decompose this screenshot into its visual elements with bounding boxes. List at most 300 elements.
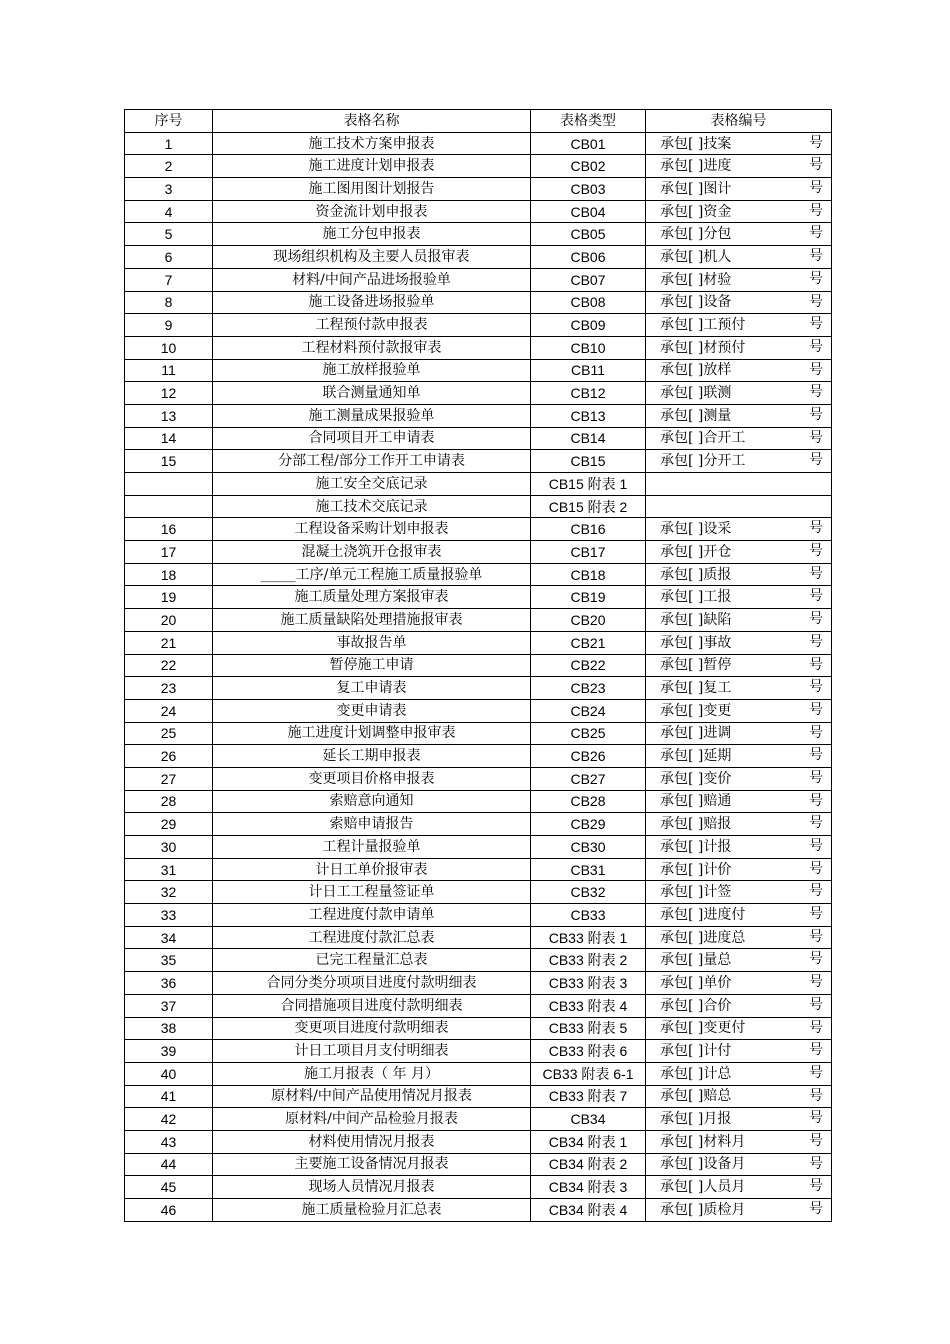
form-index-table [124,109,832,1222]
table-row [125,767,832,790]
row-form-type: CB34 附表 3 [531,1176,646,1199]
form-code-suffix: 号 [809,157,823,174]
form-code-text: 承包[ ]设备 [660,294,732,311]
form-code-text: 承包[ ]资金 [660,203,732,220]
row-form-name: 变更申请表 [213,699,531,722]
table-row [125,495,832,518]
row-form-type: CB01 [531,132,646,155]
header-form-code: 表格编号 [646,110,832,133]
row-serial-number: 46 [125,1199,213,1222]
table-row [125,609,832,632]
form-code-text: 承包[ ]合价 [660,997,732,1014]
row-form-code [646,563,832,586]
row-form-code [646,926,832,949]
row-form-type: CB15 附表 1 [531,473,646,496]
row-serial-number: 43 [125,1130,213,1153]
table-row [125,1130,832,1153]
table-row [125,1040,832,1063]
form-code-suffix: 号 [809,633,823,650]
row-form-code [646,1085,832,1108]
row-form-name: 施工技术交底记录 [213,495,531,518]
row-form-name: 施工月报表（ 年 月） [213,1062,531,1085]
row-form-name: 施工进度计划申报表 [213,155,531,178]
row-form-name: 材料/中间产品进场报验单 [213,268,531,291]
table-row [125,836,832,859]
row-form-name: 原材料/中间产品使用情况月报表 [213,1085,531,1108]
row-serial-number: 20 [125,609,213,632]
row-form-code [646,1017,832,1040]
form-code-text: 承包[ ]月报 [660,1111,732,1128]
form-code-suffix: 号 [809,611,823,628]
row-serial-number: 5 [125,223,213,246]
form-code-text: 承包[ ]缺陷 [660,611,732,628]
form-code-suffix: 号 [809,1087,823,1104]
row-serial-number [125,473,213,496]
form-code-text: 承包[ ]开仓 [660,543,732,560]
form-code-suffix: 号 [809,815,823,832]
form-code-text: 承包[ ]人员月 [660,1179,746,1196]
row-form-name: 现场组织机构及主要人员报审表 [213,246,531,269]
row-form-type: CB04 [531,200,646,223]
form-code-text: 承包[ ]质报 [660,566,732,583]
form-code-suffix: 号 [809,701,823,718]
row-form-type: CB33 附表 6-1 [531,1062,646,1085]
table-row [125,904,832,927]
form-code-suffix: 号 [809,384,823,401]
table-row [125,246,832,269]
table-row [125,858,832,881]
table-body [125,132,832,1221]
table-row [125,1017,832,1040]
row-serial-number: 38 [125,1017,213,1040]
form-code-text: 承包[ ]暂停 [660,657,732,674]
form-code-suffix: 号 [809,202,823,219]
row-form-code [646,518,832,541]
form-code-suffix: 号 [809,860,823,877]
table-row [125,1153,832,1176]
row-form-code [646,813,832,836]
row-serial-number: 1 [125,132,213,155]
form-code-text: 承包[ ]进调 [660,725,732,742]
row-form-code [646,200,832,223]
row-form-code [646,223,832,246]
row-serial-number: 8 [125,291,213,314]
row-form-name: 施工技术方案申报表 [213,132,531,155]
row-serial-number: 33 [125,904,213,927]
row-form-name: 施工进度计划调整申报审表 [213,722,531,745]
table-row [125,178,832,201]
form-code-text: 承包[ ]材料月 [660,1133,746,1150]
row-form-code [646,881,832,904]
row-form-name: _____工序/单元工程施工质量报验单 [213,563,531,586]
table-row [125,1085,832,1108]
table-row [125,586,832,609]
form-code-suffix: 号 [809,883,823,900]
header-serial-number: 序号 [125,110,213,133]
form-index-table-container [124,109,827,1222]
row-form-name: 施工分包申报表 [213,223,531,246]
row-serial-number: 7 [125,268,213,291]
row-form-name: 合同分类分项项目进度付款明细表 [213,972,531,995]
form-code-text: 承包[ ]材预付 [660,339,746,356]
form-code-text: 承包[ ]质检月 [660,1201,746,1218]
form-code-suffix: 号 [809,429,823,446]
row-serial-number: 14 [125,427,213,450]
row-form-name: 已完工程量汇总表 [213,949,531,972]
table-row [125,972,832,995]
row-form-name: 计日工项目月支付明细表 [213,1040,531,1063]
form-code-suffix: 号 [809,928,823,945]
row-form-type: CB11 [531,359,646,382]
form-code-suffix: 号 [809,452,823,469]
row-form-code [646,314,832,337]
table-row [125,563,832,586]
row-form-type: CB27 [531,767,646,790]
row-form-code [646,450,832,473]
table-row [125,473,832,496]
row-form-name: 计日工工程量签证单 [213,881,531,904]
table-row [125,790,832,813]
form-code-suffix: 号 [809,1042,823,1059]
table-row [125,1176,832,1199]
row-serial-number: 42 [125,1108,213,1131]
row-form-name: 施工质量检验月汇总表 [213,1199,531,1222]
table-row [125,1108,832,1131]
row-form-code [646,745,832,768]
row-form-type: CB33 [531,904,646,927]
row-serial-number: 12 [125,382,213,405]
row-form-name: 原材料/中间产品检验月报表 [213,1108,531,1131]
table-row [125,382,832,405]
row-form-type: CB24 [531,699,646,722]
table-row [125,291,832,314]
row-form-type: CB05 [531,223,646,246]
row-form-type: CB15 附表 2 [531,495,646,518]
row-form-name: 现场人员情况月报表 [213,1176,531,1199]
row-form-type: CB30 [531,836,646,859]
table-row [125,314,832,337]
row-form-type: CB34 [531,1108,646,1131]
form-code-text: 承包[ ]工报 [660,589,732,606]
row-serial-number: 15 [125,450,213,473]
row-serial-number: 32 [125,881,213,904]
form-code-suffix: 号 [809,316,823,333]
row-serial-number: 37 [125,994,213,1017]
row-form-name: 索赔申请报告 [213,813,531,836]
row-form-code [646,427,832,450]
row-form-code [646,1199,832,1222]
form-code-text: 承包[ ]机人 [660,248,732,265]
row-form-name: 工程计量报验单 [213,836,531,859]
table-row [125,132,832,155]
form-code-text: 承包[ ]进度总 [660,929,746,946]
form-code-suffix: 号 [809,974,823,991]
row-serial-number: 13 [125,404,213,427]
row-form-code [646,132,832,155]
form-code-suffix: 号 [809,679,823,696]
row-serial-number: 29 [125,813,213,836]
row-form-type: CB18 [531,563,646,586]
table-row [125,994,832,1017]
row-form-code [646,949,832,972]
row-form-type: CB28 [531,790,646,813]
row-form-code [646,155,832,178]
row-form-code [646,473,832,496]
row-form-code [646,609,832,632]
form-code-text: 承包[ ]事故 [660,634,732,651]
form-code-suffix: 号 [809,1178,823,1195]
row-form-type: CB14 [531,427,646,450]
row-form-type: CB22 [531,654,646,677]
row-form-name: 工程材料预付款报审表 [213,336,531,359]
table-row [125,654,832,677]
row-form-code [646,1153,832,1176]
table-row [125,336,832,359]
row-serial-number: 44 [125,1153,213,1176]
form-code-text: 承包[ ]延期 [660,748,732,765]
table-row [125,268,832,291]
row-form-code [646,1108,832,1131]
form-code-suffix: 号 [809,248,823,265]
row-form-code [646,1062,832,1085]
row-form-code [646,246,832,269]
form-code-text: 承包[ ]变更 [660,702,732,719]
row-form-code [646,178,832,201]
form-code-suffix: 号 [809,792,823,809]
row-form-type: CB32 [531,881,646,904]
form-code-text: 承包[ ]设备月 [660,1156,746,1173]
form-code-text: 承包[ ]变更付 [660,1020,746,1037]
row-form-code [646,268,832,291]
row-form-type: CB12 [531,382,646,405]
row-serial-number: 41 [125,1085,213,1108]
row-form-code [646,767,832,790]
row-form-name: 资金流计划申报表 [213,200,531,223]
row-form-code [646,586,832,609]
row-form-name: 主要施工设备情况月报表 [213,1153,531,1176]
form-code-suffix: 号 [809,838,823,854]
row-form-code [646,541,832,564]
form-code-suffix: 号 [809,565,823,582]
row-form-type: CB02 [531,155,646,178]
row-form-name: 施工测量成果报验单 [213,404,531,427]
form-code-suffix: 号 [809,656,823,673]
row-serial-number: 31 [125,858,213,881]
row-serial-number [125,495,213,518]
row-form-type: CB15 [531,450,646,473]
row-form-name: 施工设备进场报验单 [213,291,531,314]
row-form-name: 变更项目价格申报表 [213,767,531,790]
row-form-name: 施工质量处理方案报审表 [213,586,531,609]
row-form-type: CB29 [531,813,646,836]
form-code-text: 承包[ ]复工 [660,680,732,697]
row-form-type: CB33 附表 4 [531,994,646,1017]
row-form-code [646,994,832,1017]
row-serial-number: 34 [125,926,213,949]
table-row [125,699,832,722]
form-code-text: 承包[ ]计价 [660,861,732,878]
form-code-text: 承包[ ]进度付 [660,906,746,923]
form-code-text: 承包[ ]赔通 [660,793,732,810]
table-row [125,881,832,904]
row-form-code [646,858,832,881]
row-form-type: CB25 [531,722,646,745]
row-form-code [646,336,832,359]
row-form-code [646,836,832,859]
row-form-code [646,631,832,654]
table-row [125,155,832,178]
row-form-name: 分部工程/部分工作开工申请表 [213,450,531,473]
table-row [125,450,832,473]
row-form-name: 联合测量通知单 [213,382,531,405]
form-code-suffix: 号 [809,180,823,197]
row-form-name: 施工放样报验单 [213,359,531,382]
form-code-suffix: 号 [809,996,823,1013]
form-code-suffix: 号 [809,134,823,151]
form-code-suffix: 号 [809,543,823,560]
row-serial-number: 18 [125,563,213,586]
table-row [125,359,832,382]
table-row [125,518,832,541]
form-code-suffix: 号 [809,1110,823,1127]
row-form-type: CB33 附表 3 [531,972,646,995]
row-form-name: 工程进度付款汇总表 [213,926,531,949]
form-code-suffix: 号 [809,588,823,605]
row-form-name: 施工安全交底记录 [213,473,531,496]
row-serial-number: 4 [125,200,213,223]
row-form-type: CB26 [531,745,646,768]
table-row [125,949,832,972]
row-form-type: CB10 [531,336,646,359]
row-form-type: CB33 附表 7 [531,1085,646,1108]
row-serial-number: 22 [125,654,213,677]
row-serial-number: 30 [125,836,213,859]
row-form-type: CB23 [531,677,646,700]
header-form-name: 表格名称 [213,110,531,133]
form-code-text: 承包[ ]单价 [660,974,732,991]
row-form-name: 材料使用情况月报表 [213,1130,531,1153]
form-code-suffix: 号 [809,225,823,242]
row-serial-number: 3 [125,178,213,201]
form-code-text: 承包[ ]分开工 [660,453,746,470]
row-form-type: CB08 [531,291,646,314]
row-form-name: 合同措施项目进度付款明细表 [213,994,531,1017]
row-form-type: CB19 [531,586,646,609]
table-row [125,541,832,564]
form-code-text: 承包[ ]设采 [660,521,732,538]
row-serial-number: 6 [125,246,213,269]
row-form-type: CB21 [531,631,646,654]
form-code-suffix: 号 [809,1132,823,1149]
row-form-code [646,495,832,518]
row-serial-number: 16 [125,518,213,541]
row-form-code [646,972,832,995]
row-serial-number: 26 [125,745,213,768]
row-form-code [646,359,832,382]
row-form-name: 施工图用图计划报告 [213,178,531,201]
form-code-text: 承包[ ]图计 [660,180,732,197]
table-row [125,427,832,450]
row-form-name: 复工申请表 [213,677,531,700]
row-form-name: 索赔意向通知 [213,790,531,813]
form-code-text: 承包[ ]联测 [660,385,732,402]
form-code-suffix: 号 [809,1155,823,1172]
row-form-code [646,654,832,677]
row-serial-number: 17 [125,541,213,564]
row-serial-number: 45 [125,1176,213,1199]
row-form-type: CB03 [531,178,646,201]
row-serial-number: 25 [125,722,213,745]
form-code-suffix: 号 [809,406,823,423]
table-row [125,404,832,427]
form-code-suffix: 号 [809,724,823,741]
table-row [125,813,832,836]
row-form-type: CB34 附表 2 [531,1153,646,1176]
row-form-name: 工程设备采购计划申报表 [213,518,531,541]
form-code-suffix: 号 [809,951,823,968]
form-code-text: 承包[ ]计签 [660,884,732,901]
row-serial-number: 39 [125,1040,213,1063]
table-row [125,926,832,949]
form-code-suffix: 号 [809,747,823,764]
form-code-text: 承包[ ]技案 [660,135,732,152]
row-form-name: 工程进度付款申请单 [213,904,531,927]
row-form-name: 混凝土浇筑开仓报审表 [213,541,531,564]
row-form-type: CB06 [531,246,646,269]
row-form-name: 延长工期申报表 [213,745,531,768]
form-code-suffix: 号 [809,293,823,310]
row-serial-number: 19 [125,586,213,609]
row-serial-number: 9 [125,314,213,337]
row-form-code [646,1040,832,1063]
row-form-name: 变更项目进度付款明细表 [213,1017,531,1040]
form-code-suffix: 号 [809,270,823,287]
row-form-type: CB17 [531,541,646,564]
row-serial-number: 23 [125,677,213,700]
row-form-code [646,382,832,405]
form-code-suffix: 号 [809,906,823,923]
row-form-type: CB33 附表 5 [531,1017,646,1040]
row-form-name: 计日工单价报审表 [213,858,531,881]
table-row [125,677,832,700]
row-form-name: 合同项目开工申请表 [213,427,531,450]
form-code-text: 承包[ ]计报 [660,838,732,855]
row-form-code [646,790,832,813]
row-serial-number: 35 [125,949,213,972]
form-code-text: 承包[ ]分包 [660,226,732,243]
row-serial-number: 21 [125,631,213,654]
row-form-type: CB07 [531,268,646,291]
form-code-suffix: 号 [809,1064,823,1081]
form-code-suffix: 号 [809,1019,823,1036]
table-header-row [125,110,832,133]
form-code-suffix: 号 [809,769,823,786]
form-code-text: 承包[ ]计付 [660,1043,732,1060]
row-form-type: CB09 [531,314,646,337]
form-code-suffix: 号 [809,361,823,378]
form-code-text: 承包[ ]赔总 [660,1088,732,1105]
form-code-text: 承包[ ]变价 [660,770,732,787]
row-form-name: 施工质量缺陷处理措施报审表 [213,609,531,632]
row-form-type: CB16 [531,518,646,541]
form-code-text: 承包[ ]计总 [660,1065,732,1082]
row-serial-number: 28 [125,790,213,813]
form-code-text: 承包[ ]材验 [660,271,732,288]
row-form-code [646,291,832,314]
row-form-type: CB33 附表 2 [531,949,646,972]
row-form-code [646,699,832,722]
form-code-text: 承包[ ]放样 [660,362,732,379]
